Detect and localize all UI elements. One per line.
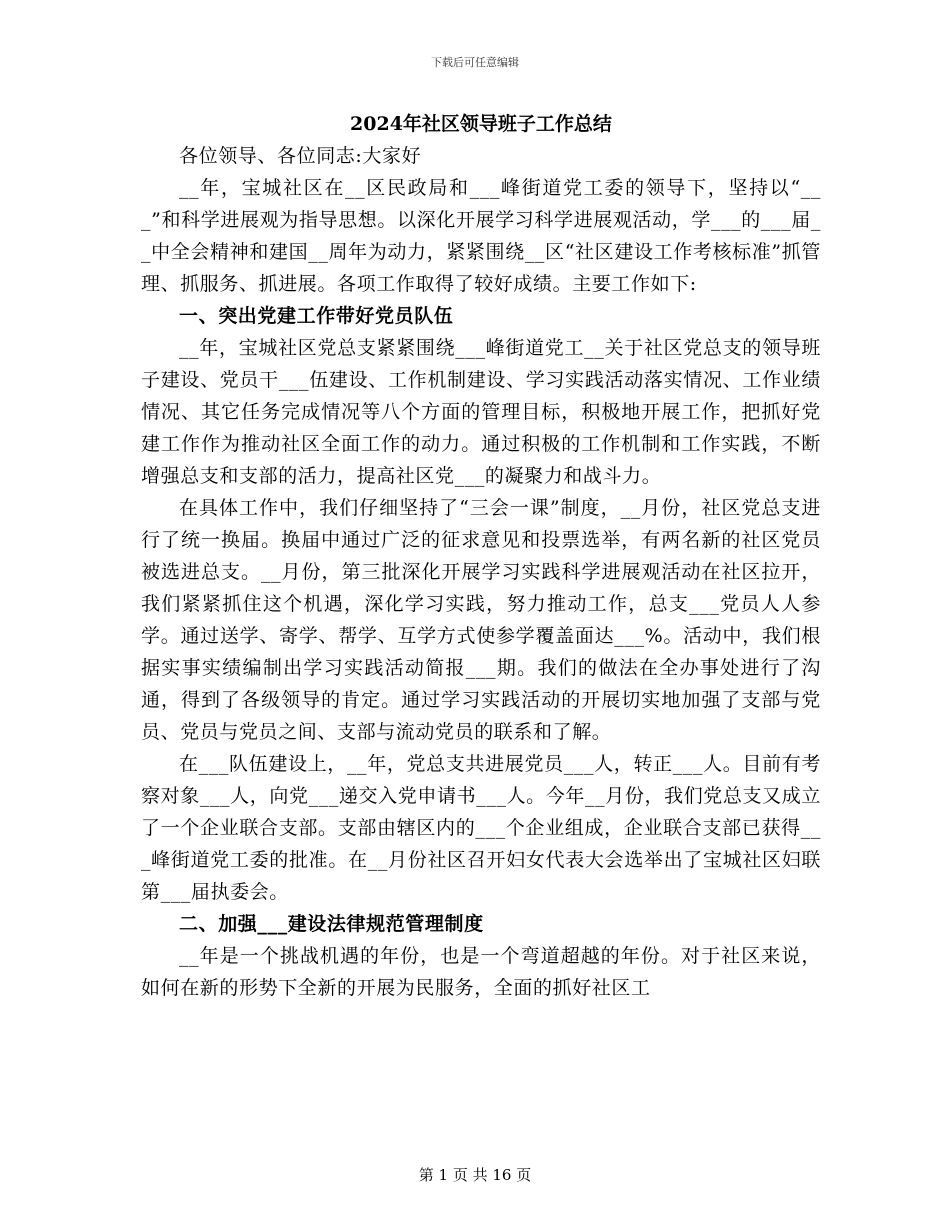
section-1-paragraph-3: 在___队伍建设上，__年，党总支共进展党员___人，转正___人。目前有考察对象___人，向党___递交入党申请书___人。今年__月份，我们党总支又成立了一个企业联合支部。支部由辖区内的___个企业组成，企业联合支部已获得___峰街道党工委的批准。在__月份社区召开妇女代表大会选举出了宝城社区妇联第___届执委会。 [141,753,821,903]
section-2-heading: 二、加强___建设法律规范管理制度 [179,913,484,935]
document-body [141,108,821,1004]
section-1-paragraph-2: 在具体工作中，我们仔细坚持了“三会一课”制度，__月份，社区党总支进行了统一换届。换届中通过广泛的征求意见和投票选举，有两名新的社区党员被选进总支。__月份，第三批深化开展学习实践科学进展观活动在社区拉开，我们紧紧抓住这个机遇，深化学习实践，努力推动工作，总支___党员人人参学。通过送学、寄学、帮学、互学方式使参学覆盖面达___%。活动中，我们根据实事实绩编制出学习实践活动简报___期。我们的做法在全办事处进行了沟通，得到了各级领导的肯定。通过学习实践活动的开展切实地加强了支部与党员、党员与党员之间、支部与流动党员的联系和了解。 [141,497,821,743]
greeting-paragraph: 各位领导、各位同志:大家好 [179,145,422,167]
header-note: 下载后可任意编辑 [431,56,519,69]
section-2-paragraph-1: __年是一个挑战机遇的年份，也是一个弯道超越的年份。对于社区来说，如何在新的形势下全新的开展为民服务，全面的抓好社区工 [141,945,821,999]
intro-paragraph: __年，宝城社区在__区民政局和___峰街道党工委的领导下，坚持以“___”和科学进展观为指导思想。以深化开展学习科学进展观活动，学___的___届__中全会精神和建国__周年为动力，紧紧围绕__区“社区建设工作考核标准”抓管理、抓服务、抓进展。各项工作取得了较好成绩。主要工作如下: [141,177,821,295]
document-title: 2024年社区领导班子工作总结 [350,113,612,135]
section-1-paragraph-1: __年，宝城社区党总支紧紧围绕___峰街道党工__关于社区党总支的领导班子建设、党员干___伍建设、工作机制建设、学习实践活动落实情况、工作业绩情况、其它任务完成情况等八个方面的管理目标，积极地开展工作，把抓好党建工作作为推动社区全面工作的动力。通过积极的工作机制和工作实践，不断增强总支和支部的活力，提高社区党___的凝聚力和战斗力。 [141,337,821,487]
section-1-heading: 一、突出党建工作带好党员队伍 [179,305,454,327]
page-footer: 第 1 页 共 16 页 [418,1166,532,1184]
